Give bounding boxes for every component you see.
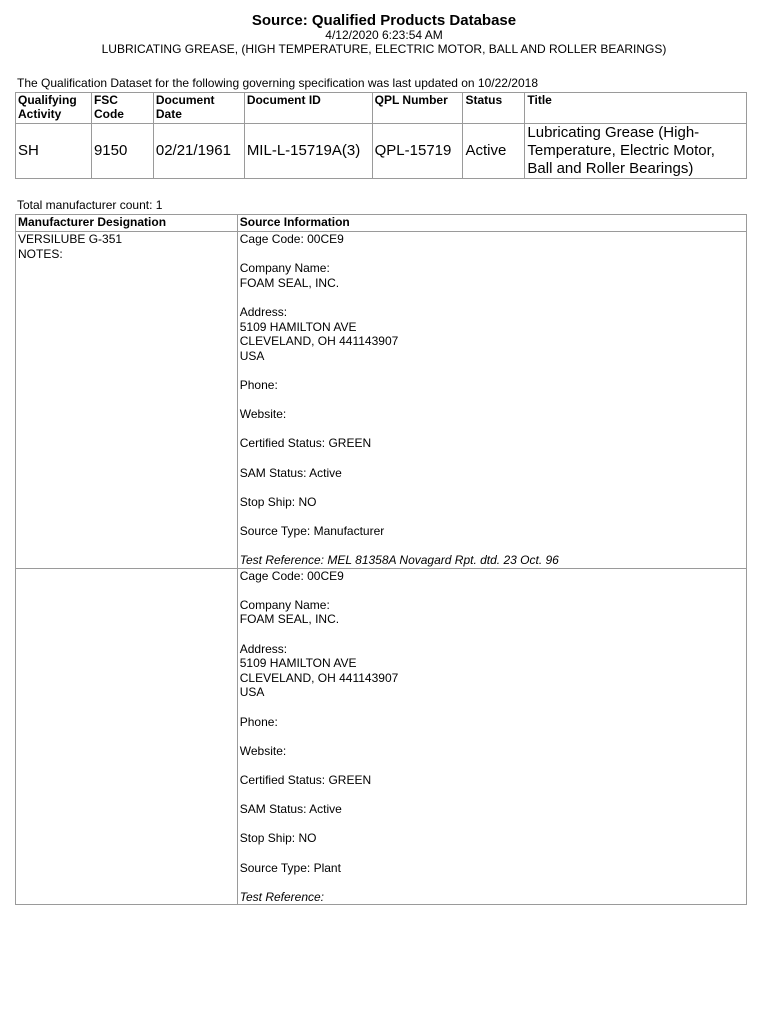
cell-document-id: MIL-L-15719A(3) (244, 124, 372, 179)
document-subtitle: LUBRICATING GREASE, (HIGH TEMPERATURE, ELECTRIC MOTOR, BALL AND ROLLER BEARINGS) (101, 42, 667, 56)
stop-ship: Stop Ship: NO (239, 831, 317, 846)
intro-text: The Qualification Dataset for the following governing specification was last updated on 10/22/2018 (17, 76, 538, 90)
phone: Phone: (239, 377, 278, 392)
website: Website: (239, 407, 287, 422)
cage-code: Cage Code: 00CE9 (239, 568, 344, 583)
cell-status: Active (463, 124, 525, 179)
phone: Phone: (239, 714, 278, 729)
stop-ship: Stop Ship: NO (239, 494, 317, 509)
manufacturer-table (15, 214, 747, 905)
manufacturer-count: Total manufacturer count: 1 (17, 198, 163, 212)
header-document-id: Document ID (244, 93, 372, 124)
header-fsc-code: FSC Code (91, 93, 153, 124)
source-type: Source Type: Manufacturer (239, 523, 385, 538)
cell-document-date: 02/21/1961 (153, 124, 244, 179)
sam-status: SAM Status: Active (239, 465, 342, 480)
address-label: Address: (239, 304, 288, 319)
table-row (16, 232, 747, 569)
spec-header-row (16, 93, 747, 124)
document-date: 4/12/2020 6:23:54 AM (325, 28, 443, 42)
cell-fsc-code: 9150 (91, 124, 153, 179)
header-source-information: Source Information (237, 215, 746, 232)
source-information-cell (237, 232, 746, 569)
address-line-3: USA (239, 685, 265, 700)
header-title: Title (525, 93, 747, 124)
cell-title: Lubricating Grease (High-Temperature, Electric Motor, Ball and Roller Bearings) (525, 124, 747, 179)
address-line-3: USA (239, 348, 265, 363)
mfr-header-row (16, 215, 747, 232)
manufacturer-designation: VERSILUBE G-351 (18, 232, 123, 246)
cell-qualifying-activity: SH (16, 124, 92, 179)
certified-status: Certified Status: GREEN (239, 436, 372, 451)
address-line-1: 5109 HAMILTON AVE (239, 656, 357, 671)
table-row (16, 568, 747, 905)
address-line-2: CLEVELAND, OH 441143907 (239, 334, 399, 349)
address-label: Address: (239, 641, 288, 656)
company-name: FOAM SEAL, INC. (239, 612, 340, 627)
test-reference: Test Reference: (239, 889, 325, 904)
header-status: Status (463, 93, 525, 124)
test-reference: Test Reference: MEL 81358A Novagard Rpt. dtd. 23 Oct. 96 (239, 553, 559, 568)
cell-qpl-number: QPL-15719 (372, 124, 463, 179)
document-title: Source: Qualified Products Database (251, 12, 517, 29)
company-name-label: Company Name: (239, 597, 330, 612)
certified-status: Certified Status: GREEN (239, 772, 372, 787)
specification-table (15, 92, 747, 179)
company-name: FOAM SEAL, INC. (239, 275, 340, 290)
company-name-label: Company Name: (239, 261, 330, 276)
source-information-cell (237, 568, 746, 905)
source-type: Source Type: Plant (239, 860, 341, 875)
header-qpl-number: QPL Number (372, 93, 463, 124)
manufacturer-notes: NOTES: (18, 246, 63, 261)
header-manufacturer-designation: Manufacturer Designation (16, 215, 238, 232)
website: Website: (239, 743, 287, 758)
manufacturer-designation-cell (16, 568, 238, 905)
header-document-date: Document Date (153, 93, 244, 124)
address-line-1: 5109 HAMILTON AVE (239, 319, 357, 334)
cage-code: Cage Code: 00CE9 (239, 232, 344, 246)
spec-data-row (16, 124, 747, 179)
header-qualifying-activity: Qualifying Activity (16, 93, 92, 124)
manufacturer-designation-cell (16, 232, 238, 569)
address-line-2: CLEVELAND, OH 441143907 (239, 670, 399, 685)
sam-status: SAM Status: Active (239, 802, 342, 817)
